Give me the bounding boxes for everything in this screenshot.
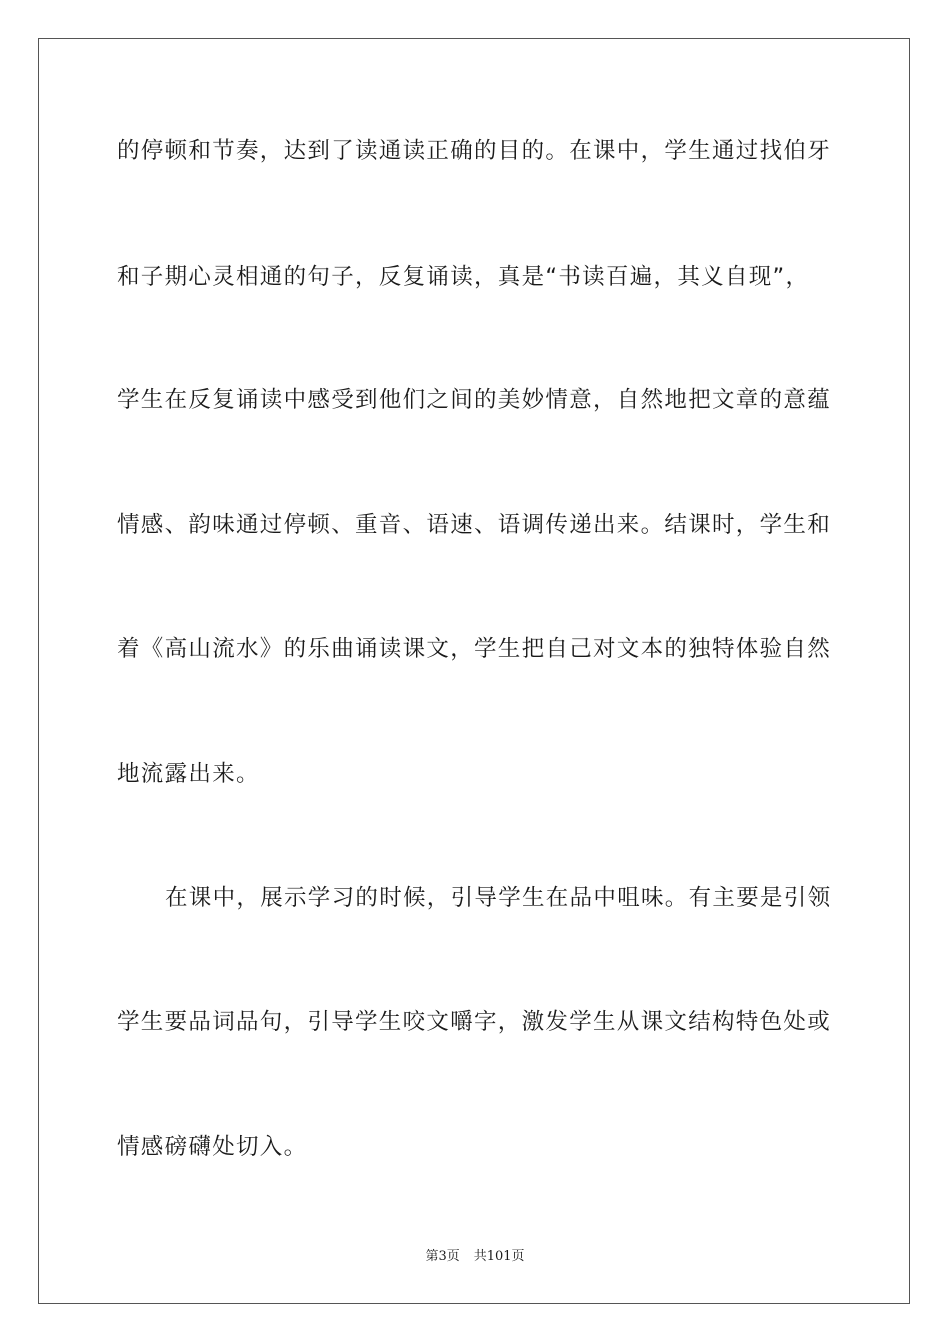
paragraph-line: 情感磅礴处切入。 [117,1134,308,1160]
page-total: 共101页 [473,1249,525,1264]
paragraph-line: 着《高山流水》的乐曲诵读课文，学生把自己对文本的独特体验自然 [117,636,832,662]
paragraph-line: 和子期心灵相通的句子，反复诵读，真是“书读百遍，其义自现”， [117,264,810,290]
paragraph-line: 的停顿和节奏，达到了读通读正确的目的。在课中，学生通过找伯牙 [117,138,832,164]
page-border [38,38,910,1304]
page-number: 第3页 [425,1249,460,1264]
paragraph-line: 学生要品词品句，引导学生咬文嚼字，激发学生从课文结构特色处或 [117,1009,832,1035]
paragraph-line-indented: 在课中，展示学习的时候，引导学生在品中咀味。有主要是引领 [165,885,832,911]
paragraph-line: 地流露出来。 [117,761,260,787]
page-footer [0,1248,950,1266]
paragraph-line: 学生在反复诵读中感受到他们之间的美妙情意，自然地把文章的意蕴 [117,387,832,413]
paragraph-line: 情感、韵味通过停顿、重音、语速、语调传递出来。结课时，学生和 [117,512,832,538]
